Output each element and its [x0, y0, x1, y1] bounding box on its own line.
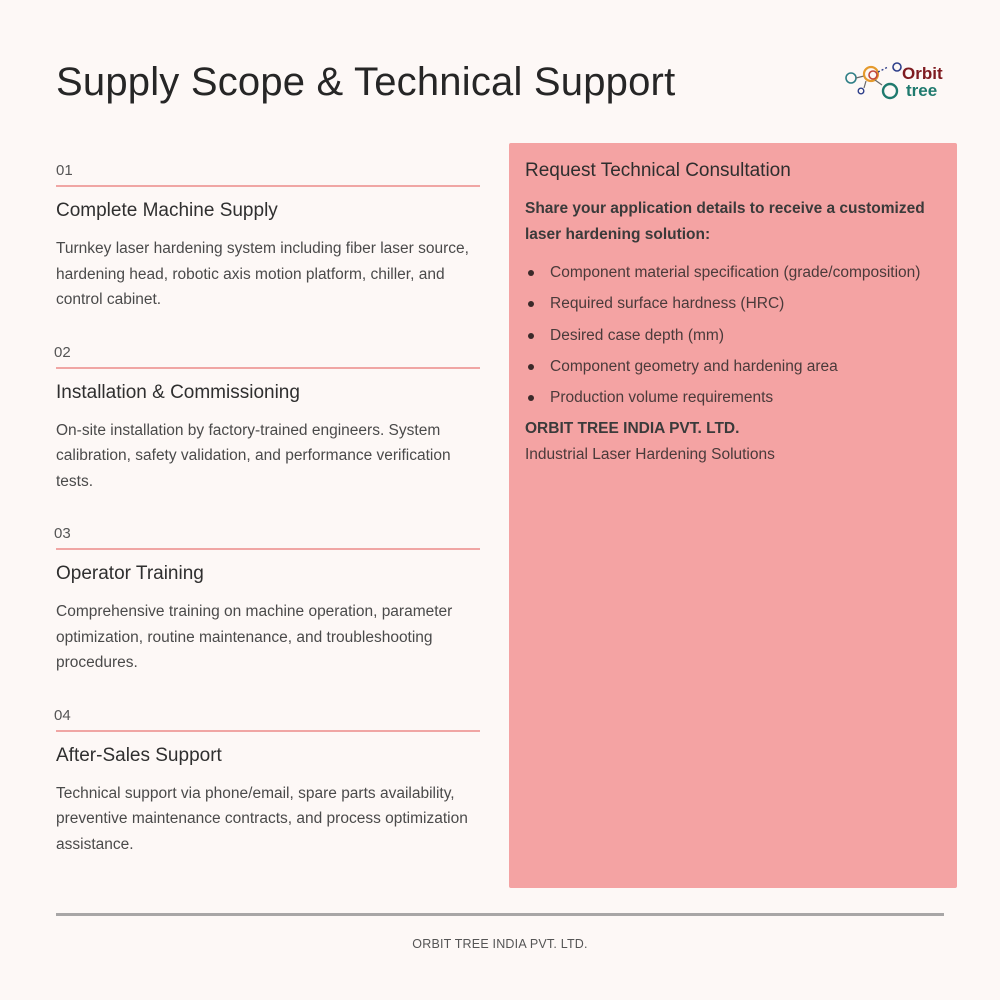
item-title: Complete Machine Supply — [56, 200, 278, 221]
item-title: Installation & Commissioning — [56, 381, 300, 403]
consultation-title: Request Technical Consultation — [525, 160, 791, 181]
supply-scope-list — [56, 160, 480, 886]
logo-line-1: Orbit — [902, 64, 943, 83]
bullet-icon — [528, 301, 534, 307]
page-title: Supply Scope & Technical Support — [56, 60, 676, 104]
item-title: Operator Training — [56, 563, 204, 584]
scope-item — [56, 705, 480, 887]
company-tagline: Industrial Laser Hardening Solutions — [525, 446, 775, 464]
item-number: 02 — [54, 343, 71, 361]
requirement-item — [525, 326, 941, 346]
item-title: After-Sales Support — [56, 744, 222, 766]
divider — [56, 185, 480, 187]
requirement-item — [525, 294, 941, 314]
requirement-item — [525, 388, 941, 408]
requirements-list — [525, 263, 941, 408]
requirement-text: Production volume requirements — [550, 389, 774, 407]
requirement-text: Required surface hardness (HRC) — [550, 295, 785, 313]
item-number: 01 — [56, 162, 73, 179]
bullet-icon — [528, 270, 534, 276]
divider — [56, 730, 480, 732]
orbit-tree-logo-icon — [842, 58, 904, 106]
scope-item — [56, 160, 480, 342]
requirement-item — [525, 357, 941, 377]
bullet-icon — [528, 333, 534, 339]
item-description: Comprehensive training on machine operation, parameter optimization, routine maintenance, and troubleshooting procedures. — [56, 603, 453, 671]
footer-divider — [56, 913, 944, 916]
divider — [56, 367, 480, 369]
company-logo — [842, 58, 946, 106]
bullet-icon — [528, 364, 534, 370]
item-number: 04 — [54, 706, 71, 724]
requirement-text: Desired case depth (mm) — [550, 326, 725, 344]
requirement-text: Component material specification (grade/composition) — [550, 264, 921, 281]
item-description: On-site installation by factory-trained engineers. System calibration, safety validation, and performance verification tests. — [56, 421, 451, 490]
requirement-item — [525, 263, 941, 283]
footer-text: ORBIT TREE INDIA PVT. LTD. — [412, 937, 588, 951]
divider — [56, 548, 480, 550]
bullet-icon — [528, 395, 534, 401]
scope-item — [56, 523, 480, 705]
consultation-panel — [509, 143, 957, 888]
logo-wordmark — [902, 65, 943, 99]
consultation-intro: Share your application details to receive a customized laser hardening solution: — [525, 200, 925, 243]
item-number: 03 — [54, 525, 71, 542]
logo-line-2: tree — [906, 81, 938, 100]
requirement-text: Component geometry and hardening area — [550, 357, 838, 375]
scope-item — [56, 342, 480, 524]
item-description: Technical support via phone/email, spare parts availability, preventive maintenance contracts, and process optimization assistance. — [56, 784, 468, 853]
item-description: Turnkey laser hardening system including fiber laser source, hardening head, robotic axis motion platform, chiller, and control cabinet. — [56, 240, 469, 308]
company-name: ORBIT TREE INDIA PVT. LTD. — [525, 420, 740, 438]
